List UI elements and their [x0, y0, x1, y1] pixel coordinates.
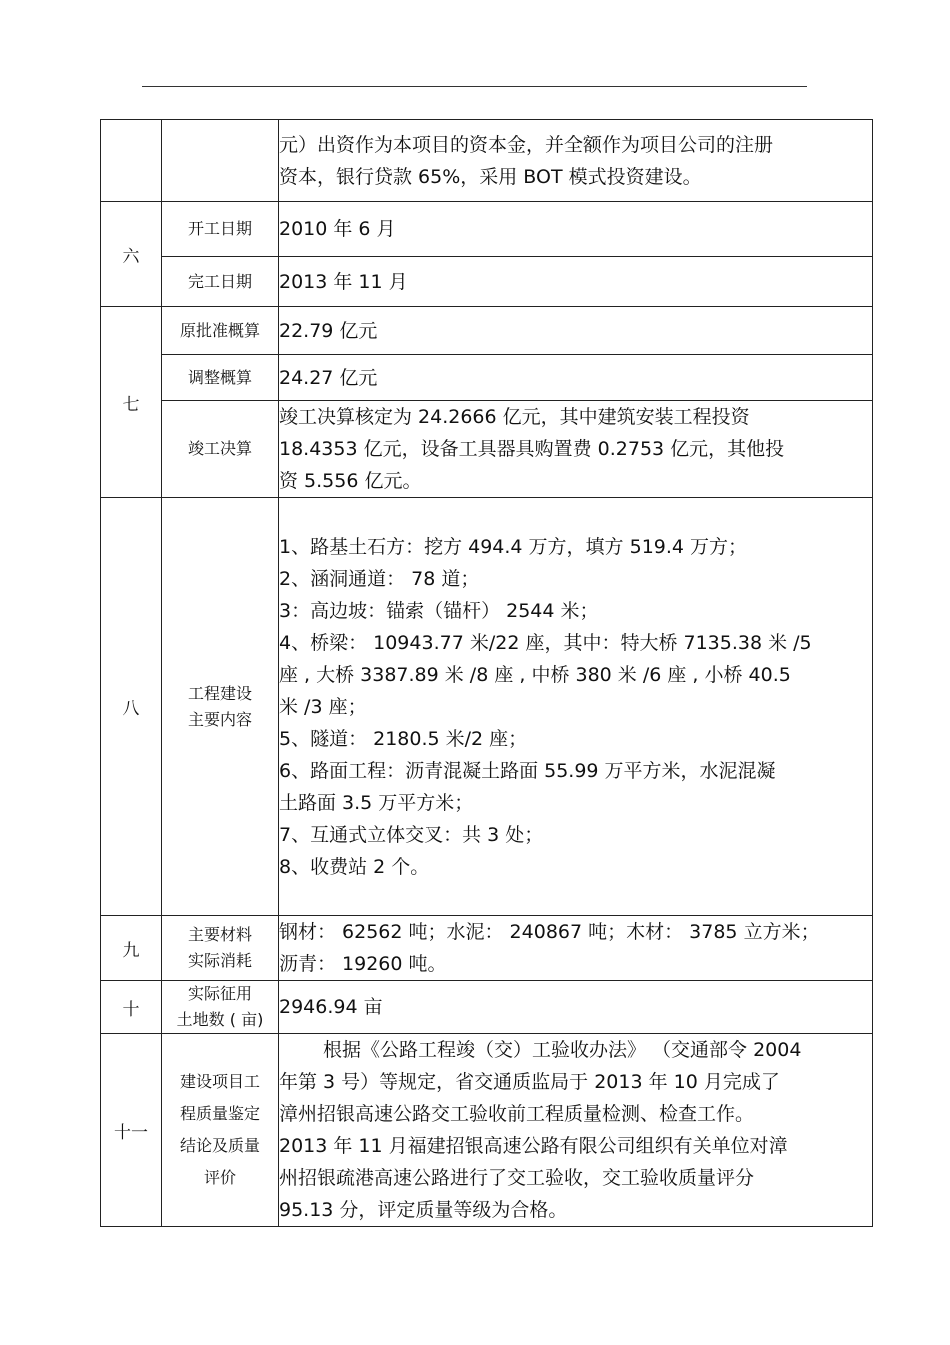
project-info-table — [100, 119, 873, 1227]
list-item: 4、桥梁： 10943.77 米/22 座，其中：特大桥 7135.38 米 /5 — [279, 631, 812, 654]
list-item: 土路面 3.5 万平方米； — [279, 791, 474, 814]
label-line: 程质量鉴定 — [179, 1104, 260, 1123]
start-date-value: 2010 年 6 月 — [279, 202, 873, 257]
table-row-approved-budget — [101, 307, 873, 355]
table-row-land — [101, 981, 873, 1034]
text-line: 元）出资作为本项目的资本金，并全额作为项目公司的注册 — [279, 133, 774, 156]
row-number-9: 九 — [101, 916, 162, 981]
row-label-empty — [162, 120, 279, 202]
list-item: 2、涵洞通道： 78 道； — [279, 567, 480, 590]
quality-label — [162, 1034, 279, 1227]
row-number-6: 六 — [101, 202, 162, 307]
row-number-8: 八 — [101, 498, 162, 916]
end-date-label: 完工日期 — [162, 257, 279, 307]
text-line: 竣工决算核定为 24.2666 亿元，其中建筑安装工程投资 — [279, 406, 750, 428]
text-line: 沥青： 19260 吨。 — [279, 953, 447, 975]
label-line: 主要内容 — [187, 709, 252, 729]
header-rule — [142, 86, 807, 87]
text-line: 资 5.556 亿元。 — [279, 470, 422, 492]
label-line: 评价 — [203, 1168, 236, 1187]
text-line: 2013 年 11 月福建招银高速公路有限公司组织有关单位对漳 — [279, 1135, 788, 1157]
approved-budget-value: 22.79 亿元 — [279, 307, 873, 355]
end-date-value: 2013 年 11 月 — [279, 257, 873, 307]
final-accounts-value — [279, 401, 873, 498]
row-number-11: 十一 — [101, 1034, 162, 1227]
main-content-label — [162, 498, 279, 916]
table-row-quality — [101, 1034, 873, 1227]
start-date-label: 开工日期 — [162, 202, 279, 257]
list-item: 米 /3 座； — [279, 695, 367, 718]
list-item: 1、路基土石方：挖方 494.4 万方，填方 519.4 万方； — [279, 535, 748, 558]
table-row-adjusted-budget — [101, 355, 873, 401]
capital-funding-text — [279, 120, 873, 202]
table-row-end-date — [101, 257, 873, 307]
text-line: 年第 3 号）等规定，省交通质监局于 2013 年 10 月完成了 — [279, 1071, 780, 1093]
label-line: 主要材料 — [187, 925, 252, 944]
table-row-start-date — [101, 202, 873, 257]
table-row-continuation — [101, 120, 873, 202]
list-item: 3：高边坡：锚索（锚杆） 2544 米； — [279, 599, 599, 622]
materials-label — [162, 916, 279, 981]
label-line: 实际消耗 — [187, 951, 252, 970]
label-line: 工程建设 — [187, 683, 252, 703]
text-line: 95.13 分，评定质量等级为合格。 — [279, 1199, 568, 1221]
text-line: 钢材： 62562 吨；水泥： 240867 吨；木材： 3785 立方米； — [279, 921, 820, 943]
approved-budget-label: 原批准概算 — [162, 307, 279, 355]
main-content-value — [279, 498, 873, 916]
quality-value — [279, 1034, 873, 1227]
row-number-10: 十 — [101, 981, 162, 1034]
adjusted-budget-value: 24.27 亿元 — [279, 355, 873, 401]
list-item: 8、收费站 2 个。 — [279, 855, 430, 878]
list-item: 7、互通式立体交叉：共 3 处； — [279, 823, 544, 846]
text-line: 州招银疏港高速公路进行了交工验收，交工验收质量评分 — [279, 1167, 755, 1189]
land-value: 2946.94 亩 — [279, 981, 873, 1034]
text-line: 资本，银行贷款 65%，采用 BOT 模式投资建设。 — [279, 165, 702, 188]
final-accounts-label: 竣工决算 — [162, 401, 279, 498]
land-label — [162, 981, 279, 1034]
list-item: 5、隧道： 2180.5 米/2 座； — [279, 727, 528, 750]
text-line: 18.4353 亿元，设备工具器具购置费 0.2753 亿元，其他投 — [279, 438, 785, 460]
list-item: 座 , 大桥 3387.89 米 /8 座 , 中桥 380 米 /6 座 , 小桥 40.5 — [279, 663, 791, 686]
label-line: 结论及质量 — [179, 1136, 260, 1155]
table-row-materials — [101, 916, 873, 981]
text-line: 漳州招银高速公路交工验收前工程质量检测、检查工作。 — [279, 1103, 755, 1125]
adjusted-budget-label: 调整概算 — [162, 355, 279, 401]
row-number-7: 七 — [101, 307, 162, 498]
row-number-empty — [101, 120, 162, 202]
table-row-main-content — [101, 498, 873, 916]
text-line: 根据《公路工程竣（交）工验收办法》 （交通部令 2004 — [323, 1039, 802, 1061]
materials-value — [279, 916, 873, 981]
table-row-final-accounts — [101, 401, 873, 498]
label-line: 建设项目工 — [179, 1072, 260, 1091]
label-line: 土地数 ( 亩) — [176, 1010, 264, 1029]
label-line: 实际征用 — [187, 984, 252, 1003]
list-item: 6、路面工程：沥青混凝土路面 55.99 万平方米，水泥混凝 — [279, 759, 776, 782]
